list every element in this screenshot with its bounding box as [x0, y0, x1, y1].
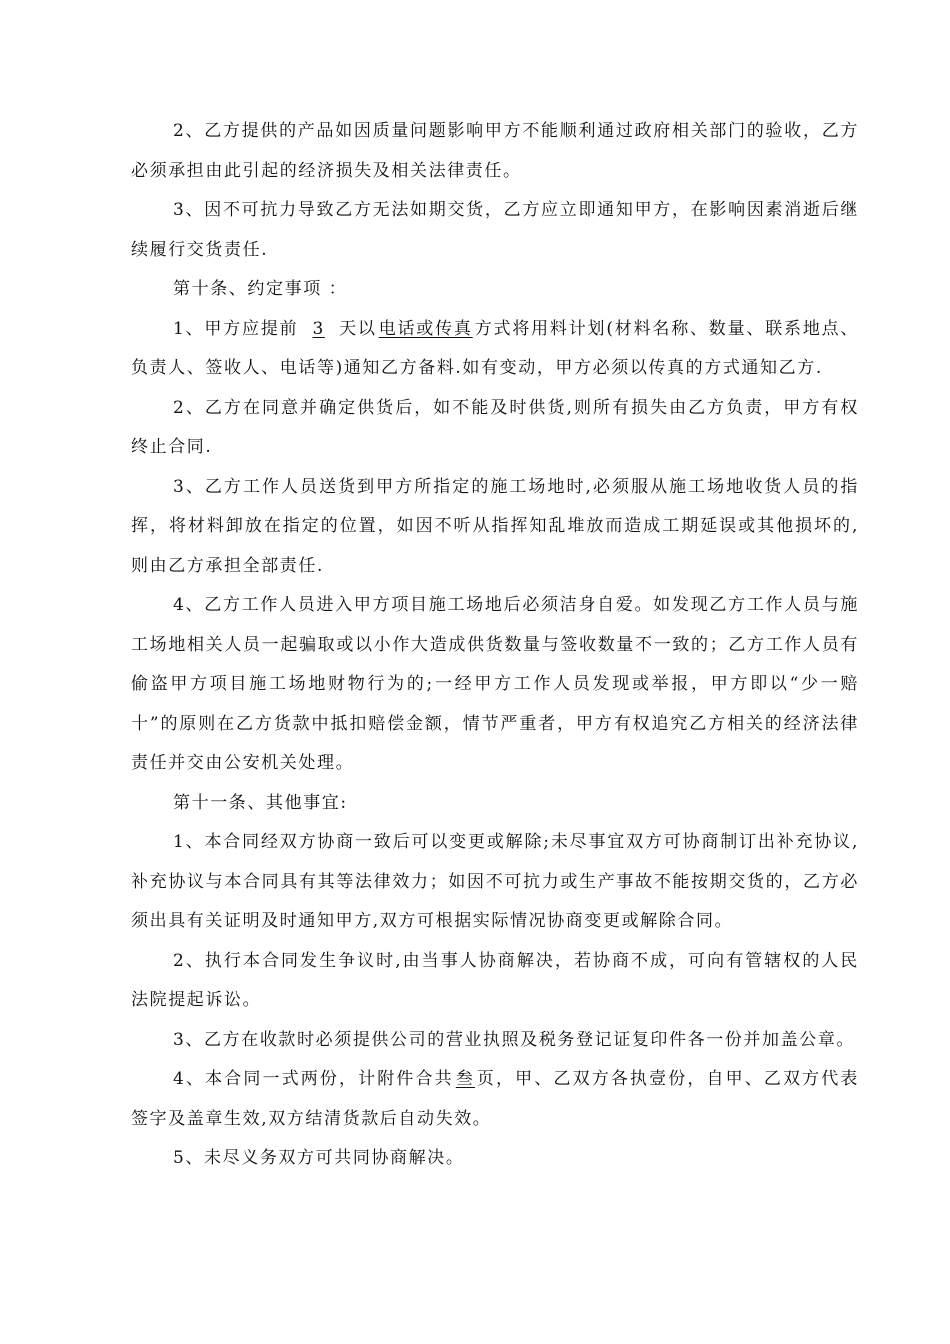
clause-paragraph: 5、未尽义务双方可共同协商解决。: [173, 1148, 465, 1168]
clause-text: 4、本合同一式两份，计附件合共: [173, 1069, 454, 1089]
clause-paragraph: 3、乙方工作人员送货到甲方所指定的施工场地时,必须服从施工场地收货人员的指挥，将材料卸放在指定的位置，如因不听从指挥知乱堆放而造成工期延误或其他损坏的,则由乙方承担全部责任.: [131, 476, 859, 576]
clause-paragraph: 2、乙方在同意并确定供货后，如不能及时供货,则所有损失由乙方负责，甲方有权终止合同.: [131, 397, 859, 457]
section-heading-article-11: 第十一条、其他事宜:: [173, 792, 348, 813]
clause-paragraph: 1、本合同经双方协商一致后可以变更或解除;未尽事宜双方可协商制订出补充协议,补充协议与本合同具有其等法律效力；如因不可抗力或生产事故不能按期交货的，乙方必须出具有关证明及时通知甲方,双方可根据实际情况协商变更或解除合同。: [131, 832, 859, 931]
clause-paragraph: 2、执行本合同发生争议时,由当事人协商解决，若协商不成，可向有管辖权的人民法院提起诉讼。: [131, 950, 859, 1010]
filled-blank-pages: 叁: [455, 1069, 475, 1089]
clause-paragraph: [131, 310, 859, 389]
document-body: [131, 112, 859, 1179]
clause-paragraph: 3、因不可抗力导致乙方无法如期交货，乙方应立即通知甲方，在影响因素消逝后继续履行交货责任.: [131, 200, 859, 260]
clause-text: 方式将用料计划(材料名称、数量、联系地点、负责人、签收人、电话等)通知乙方备料.如有变动，甲方必须以传真的方式通知乙方.: [131, 318, 860, 378]
clause-paragraph: [131, 1060, 859, 1139]
clause-paragraph: 2、乙方提供的产品如因质量问题影响甲方不能顺利通过政府相关部门的验收，乙方必须承担由此引起的经济损失及相关法律责任。: [131, 121, 859, 181]
filled-blank-method: 电话或传真: [378, 318, 473, 339]
filled-blank-days: 3: [312, 318, 325, 339]
clause-text: 页，甲、乙双方各执壹份，自甲、乙双方代表签字及盖章生效,双方结清货款后自动失效。: [131, 1069, 859, 1129]
clause-text: 1、甲方应提前: [173, 318, 299, 339]
clause-text: 天以: [338, 318, 377, 339]
clause-paragraph: 4、乙方工作人员进入甲方项目施工场地后必须洁身自爱。如发现乙方工作人员与施工场地相关人员一起骗取或以小作大造成供货数量与签收数量不一致的；乙方工作人员有偷盗甲方项目施工场地财物行为的;一经甲方工作人员发现或举报，甲方即以“少一赔十”的原则在乙方货款中抵扣赔偿金额，情节严重者，甲方有权追究乙方相关的经济法律责任并交由公安机关处理。: [131, 595, 859, 773]
section-heading-article-10: 第十条、约定事项 ：: [173, 279, 348, 299]
clause-paragraph: 3、乙方在收款时必须提供公司的营业执照及税务登记证复印件各一份并加盖公章。: [173, 1029, 856, 1050]
